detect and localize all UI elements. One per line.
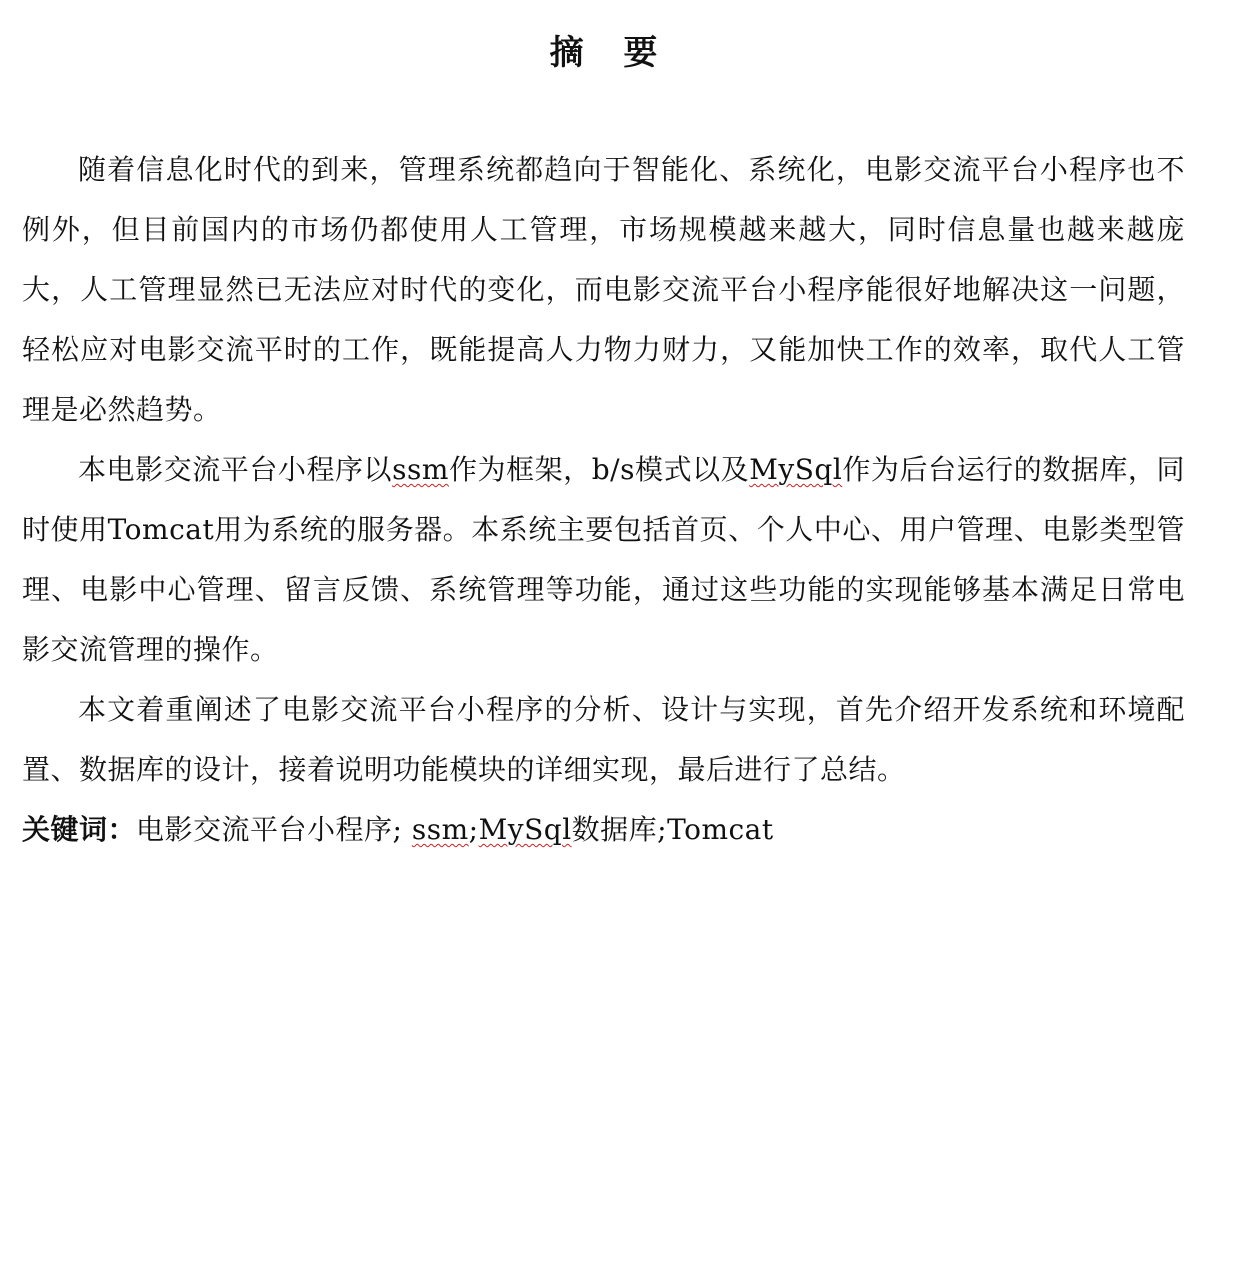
keywords-text-1: 电影交流平台小程序; — [136, 813, 412, 846]
paragraph-2-text-1: 本电影交流平台小程序以 — [78, 453, 393, 486]
paragraph-2-text-3: 作为后台运行的数据库，同时使用Tomcat用为系统的服务器。本系统主要包括首页、个人中心、用户管理、电影类型管理、电影中心管理、留言反馈、系统管理等功能，通过这些功能的实现能够基本满足日常电影交流管理的操作。 — [22, 453, 1185, 666]
abstract-paragraph-1: 随着信息化时代的到来，管理系统都趋向于智能化、系统化，电影交流平台小程序也不例外，但目前国内的市场仍都使用人工管理，市场规模越来越大，同时信息量也越来越庞大，人工管理显然已无法应对时代的变化，而电影交流平台小程序能很好地解决这一问题，轻松应对电影交流平时的工作，既能提高人力物力财力，又能加快工作的效率，取代人工管理是必然趋势。 — [22, 153, 1185, 426]
abstract-title: 摘 要 — [549, 33, 672, 73]
keyword-mysql: MySql — [478, 813, 572, 846]
paragraph-2-text-2: 作为框架，b/s模式以及 — [448, 453, 750, 486]
spellcheck-ssm: ssm — [392, 453, 449, 486]
spellcheck-mysql: MySql — [749, 453, 843, 486]
abstract-page — [22, 28, 1185, 860]
abstract-paragraph-3: 本文着重阐述了电影交流平台小程序的分析、设计与实现，首先介绍开发系统和环境配置、数据库的设计，接着说明功能模块的详细实现，最后进行了总结。 — [22, 693, 1185, 786]
keyword-ssm: ssm — [411, 813, 469, 846]
keywords-separator: ; — [468, 813, 479, 846]
abstract-paragraph-2 — [22, 440, 1185, 680]
keywords-text-2: 数据库;Tomcat — [571, 813, 774, 846]
keywords-label: 关键词： — [22, 813, 137, 846]
keywords-line — [22, 800, 1185, 860]
